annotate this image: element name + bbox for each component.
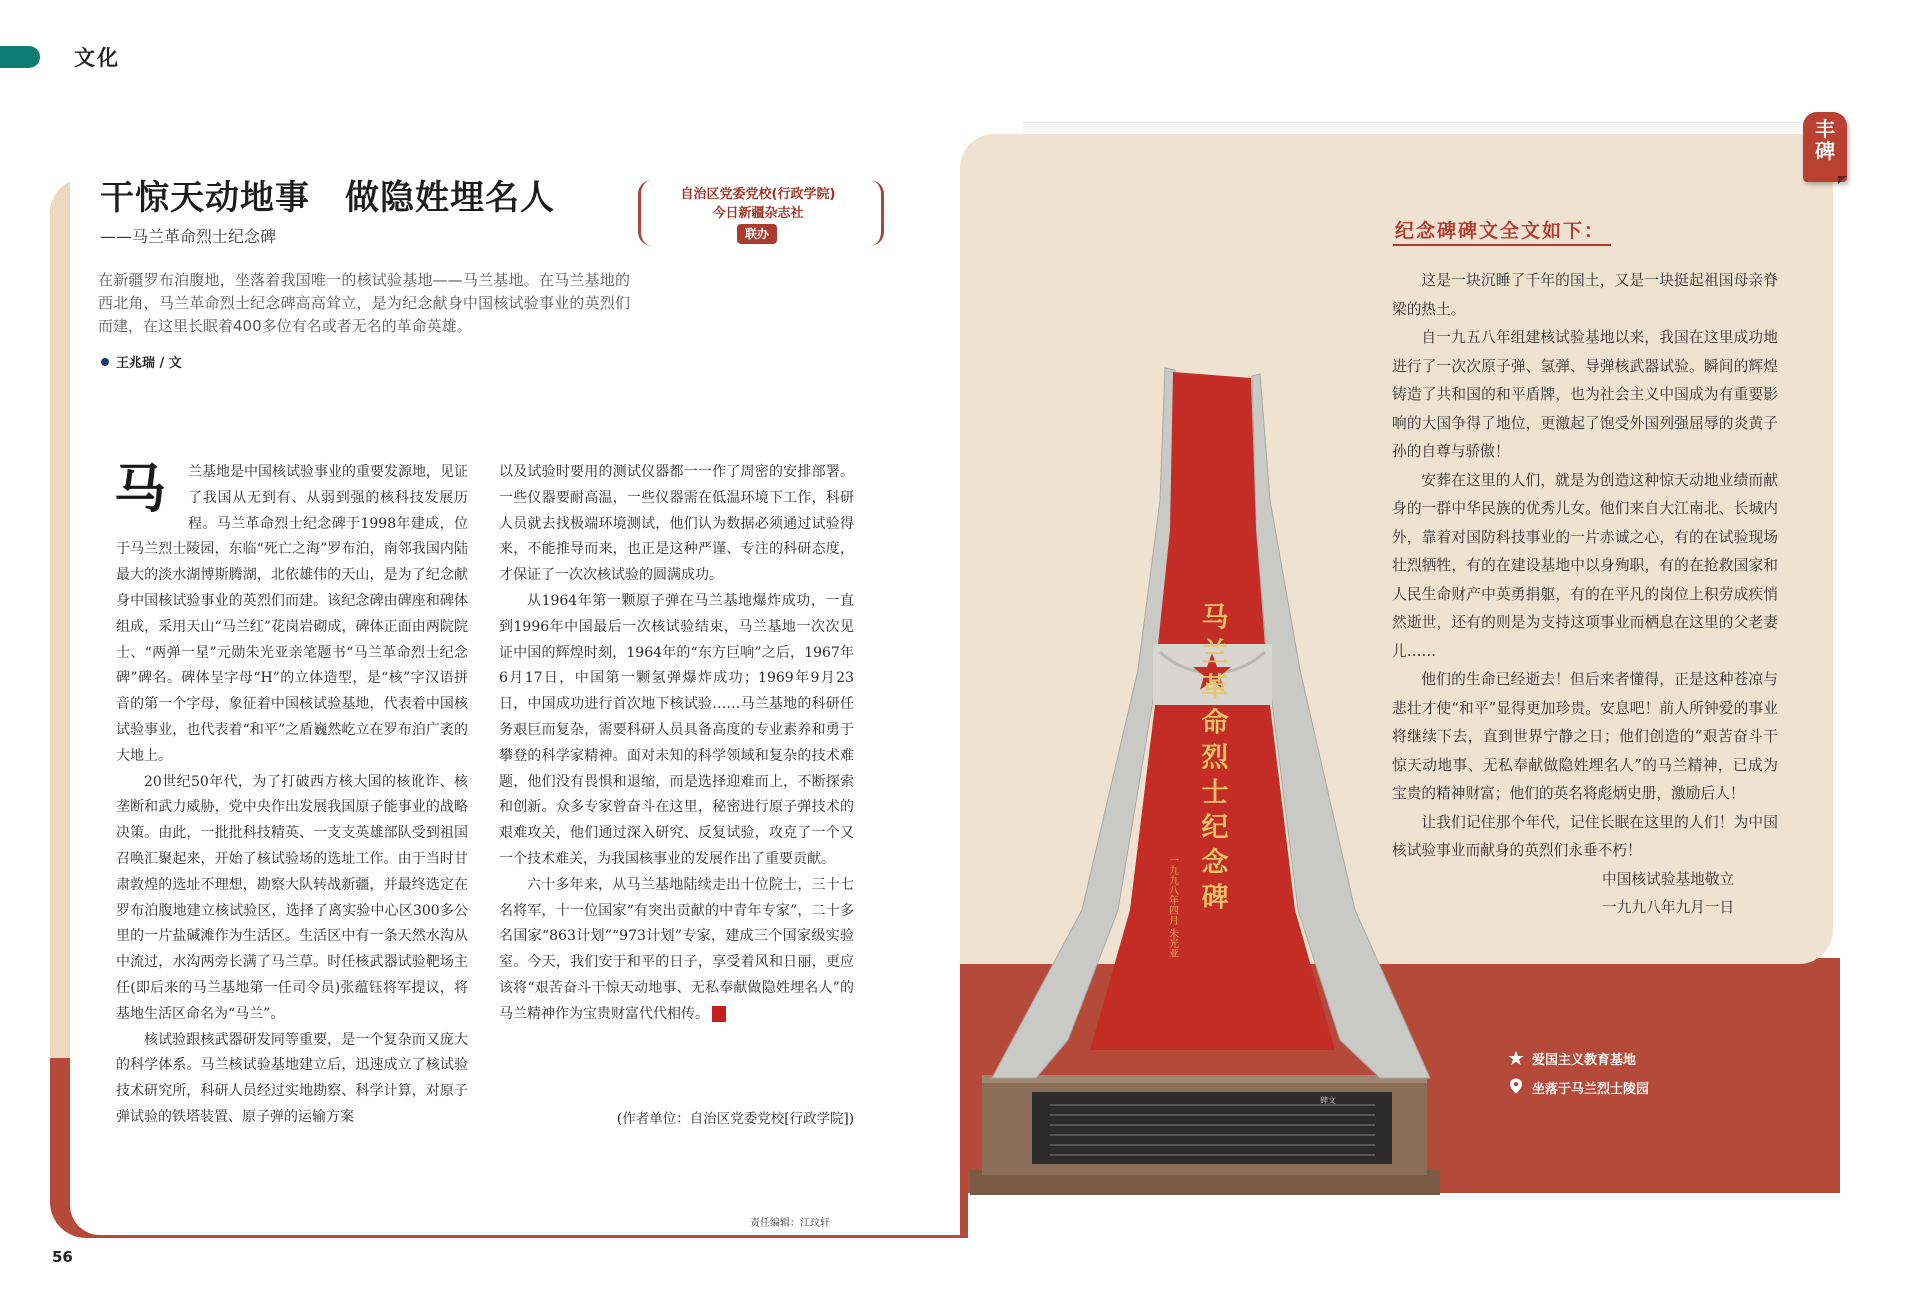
body-paragraph: 以及试验时要用的测试仪器都一一作了周密的安排部署。一些仪器要耐高温，一些仪器需在低温环境下工作，科研人员就去找极端环境测试，他们认为数据必须通过试验得来，不能推导而来，也正是这种严谨、专注的科研态度，才保证了一次次核试验的圆满成功。	[499, 464, 854, 584]
article-title: 干惊天动地事 做隐姓埋名人	[100, 178, 555, 218]
body-paragraph: 从1964年第一颗原子弹在马兰基地爆炸成功，一直到1996年中国最后一次核试验结束，马兰基地一次次见证中国的辉煌时刻，1964年的“东方巨响”之后，1967年6月17日，中国第一颗氢弹爆炸成功；1969年9月23日，中国成功进行首次地下核试验……马兰基地的科研任务艰巨而复杂，需要科研人员具备高度的专业素养和勇于攀登的科学家精神。面对未知的科学领域和复杂的技术难题，他们没有畏惧和退缩，而是选择迎难而上，不断探索和创新。众多专家曾奋斗在这里，秘密进行原子弹技术的艰难攻关，他们通过深入研究、反复试验，攻克了一个又一个技术难关，为我国核事业的发展作出了重要贡献。	[499, 592, 854, 867]
publisher-line-1: 自治区党委党校(行政学院)	[680, 187, 836, 202]
inscription-paragraph: 让我们记住那个年代，记住长眠在这里的人们！为中国核试验事业而献身的英烈们永垂不朽！	[1392, 813, 1778, 859]
inscription-paragraph: 这是一块沉睡了千年的国土，又是一块挺起祖国母亲脊梁的热土。	[1392, 272, 1778, 318]
body-column-right	[499, 460, 854, 1028]
section-tab-marker	[0, 46, 40, 68]
column-bookmark-label: 丰 碑	[1815, 117, 1835, 163]
author-bullet-icon	[101, 358, 109, 366]
article-intro: 在新疆罗布泊腹地，坐落着我国唯一的核试验基地——马兰基地。在马兰基地的西北角，马兰革命烈士纪念碑高高耸立，是为纪念献身中国核试验事业的英烈们而建，在这里长眠着400多位有名或者无名的革命英雄。	[98, 271, 630, 335]
monument-side-text: 一九九八年四月 朱光亚	[1166, 855, 1178, 959]
monument-main-text: 马兰革命烈士纪念碑	[1196, 602, 1228, 918]
inscription-paragraph: 自一九五八年组建核试验基地以来，我国在这里成功地进行了一次次原子弹、氢弹、导弹核武器试验。瞬间的辉煌铸造了共和国的和平盾牌，也为社会主义中国成为有重要影响的大国争得了地位，更激起了饱受外国列强屈辱的炎黄子孙的自尊与骄傲！	[1392, 329, 1778, 460]
publisher-line-2: 今日新疆杂志社	[712, 206, 804, 221]
inscription-paragraph: 安葬在这里的人们，就是为创造这种惊天动地业绩而献身的一群中华民族的优秀儿女。他们来自大江南北、长城内外，靠着对国防科技事业的一片赤诚之心，有的在试验现场壮烈牺牲，有的在建设基地中以身殉职，有的在抢救国家和人民生命财产中英勇捐躯，有的在平凡的岗位上积劳成疾悄然逝世，还有的则是为支持这项事业而栖息在这里的父老妻儿……	[1392, 471, 1778, 660]
inscription-paragraph: 他们的生命已经逝去！但后来者懂得，正是这种苍凉与悲壮才使“和平”显得更加珍贵。安息吧！前人所钟爱的事业将继续下去，直到世界宁静之日；他们创造的“艰苦奋斗干惊天动地事、无私奉献做隐姓埋名人”的马兰精神，已成为宝贵的精神财富；他们的英名将彪炳史册，激励后人！	[1392, 671, 1778, 802]
end-of-article-mark-icon	[712, 1006, 726, 1022]
section-label: 文化	[74, 46, 120, 70]
monument-plaque	[1032, 1092, 1392, 1164]
body-paragraph: 20世纪50年代，为了打破西方核大国的核讹诈、核垄断和武力威胁，党中央作出发展我国原子能事业的战略决策。由此，一批批科技精英、一支支英雄部队受到祖国召唤汇聚起来，开始了核试验场的选址工作。由于当时甘肃敦煌的选址不理想，勘察大队转战新疆，并最终选定在罗布泊腹地建立核试验区，选择了离实验中心区300多公里的一片盐碱滩作为生活区。生活区中有一条天然水沟从中流过，水沟两旁长满了马兰草。时任核武器试验靶场主任(即后来的马兰基地第一任司令员)张蕴钰将军提议，将基地生活区命名为“马兰”。	[116, 773, 468, 1022]
star-icon	[1508, 1050, 1524, 1066]
inscription-signature: 中国核试验基地敬立	[1602, 870, 1735, 888]
inscription-heading-underline	[1393, 244, 1611, 246]
author-affiliation: (作者单位：自治区党委党校[行政学院])	[616, 1111, 854, 1127]
body-column-left	[116, 460, 468, 1131]
article-author: 王兆瑞 / 文	[116, 356, 182, 371]
body-paragraph: 核试验跟核武器研发同等重要，是一个复杂而又庞大的科学体系。马兰核试验基地建立后，迅速成立了核试验技术研究所，科研人员经过实地勘察、科学计算，对原子弹试验的铁塔装置、原子弹的运输方案	[116, 1031, 468, 1125]
bookmark-fold-icon	[1838, 176, 1847, 184]
responsible-editor: 责任编辑：江玟轩	[750, 1218, 830, 1229]
article-subtitle: ——马兰革命烈士纪念碑	[100, 227, 277, 246]
body-paragraph: 六十多年来，从马兰基地陆续走出十位院士，三十七名将军，十一位国家“有突出贡献的中青年专家”，二十多名国家“863计划”“973计划”专家，建成三个国家级实验室。今天，我们安于和平的日子，享受着风和日丽，更应该将“艰苦奋斗干惊天动地事、无私奉献做隐姓埋名人”的马兰精神作为宝贵财富代代相传。	[499, 876, 854, 1022]
page-number: 56	[52, 1248, 73, 1266]
inscription-date: 一九九八年九月一日	[1602, 899, 1735, 916]
inscription-heading: 纪念碑碑文全文如下：	[1395, 220, 1606, 242]
monument-illustration	[960, 350, 1460, 1195]
drop-cap: 马	[114, 459, 167, 520]
badge-location: 坐落于马兰烈士陵园	[1532, 1082, 1650, 1097]
body-paragraph: 兰基地是中国核试验事业的重要发源地，见证了我国从无到有、从弱到强的核科技发展历程。马兰革命烈士纪念碑于1998年建成，位于马兰烈士陵园，东临“死亡之海”罗布泊，南邻我国内陆最大的淡水湖博斯腾湖，北依雄伟的天山，是为了纪念献身中国核试验事业的英烈们而建。该纪念碑由碑座和碑体组成，采用天山“马兰红”花岗岩砌成，碑体正面由两院院士、“两弹一星”元勋朱光亚亲笔题书“马兰革命烈士纪念碑”碑名。碑体呈字母“H”的立体造型，是“核”字汉语拼音的第一个字母，象征着中国核试验基地，代表着中国核试验事业，也代表着“和平”之盾巍然屹立在罗布泊广袤的大地上。	[116, 464, 468, 764]
badge-education-base: 爱国主义教育基地	[1532, 1053, 1637, 1068]
publisher-badge: 联办	[737, 224, 777, 244]
location-pin-icon	[1508, 1078, 1524, 1094]
monument-plaque-title: 碑文	[1320, 1096, 1336, 1105]
